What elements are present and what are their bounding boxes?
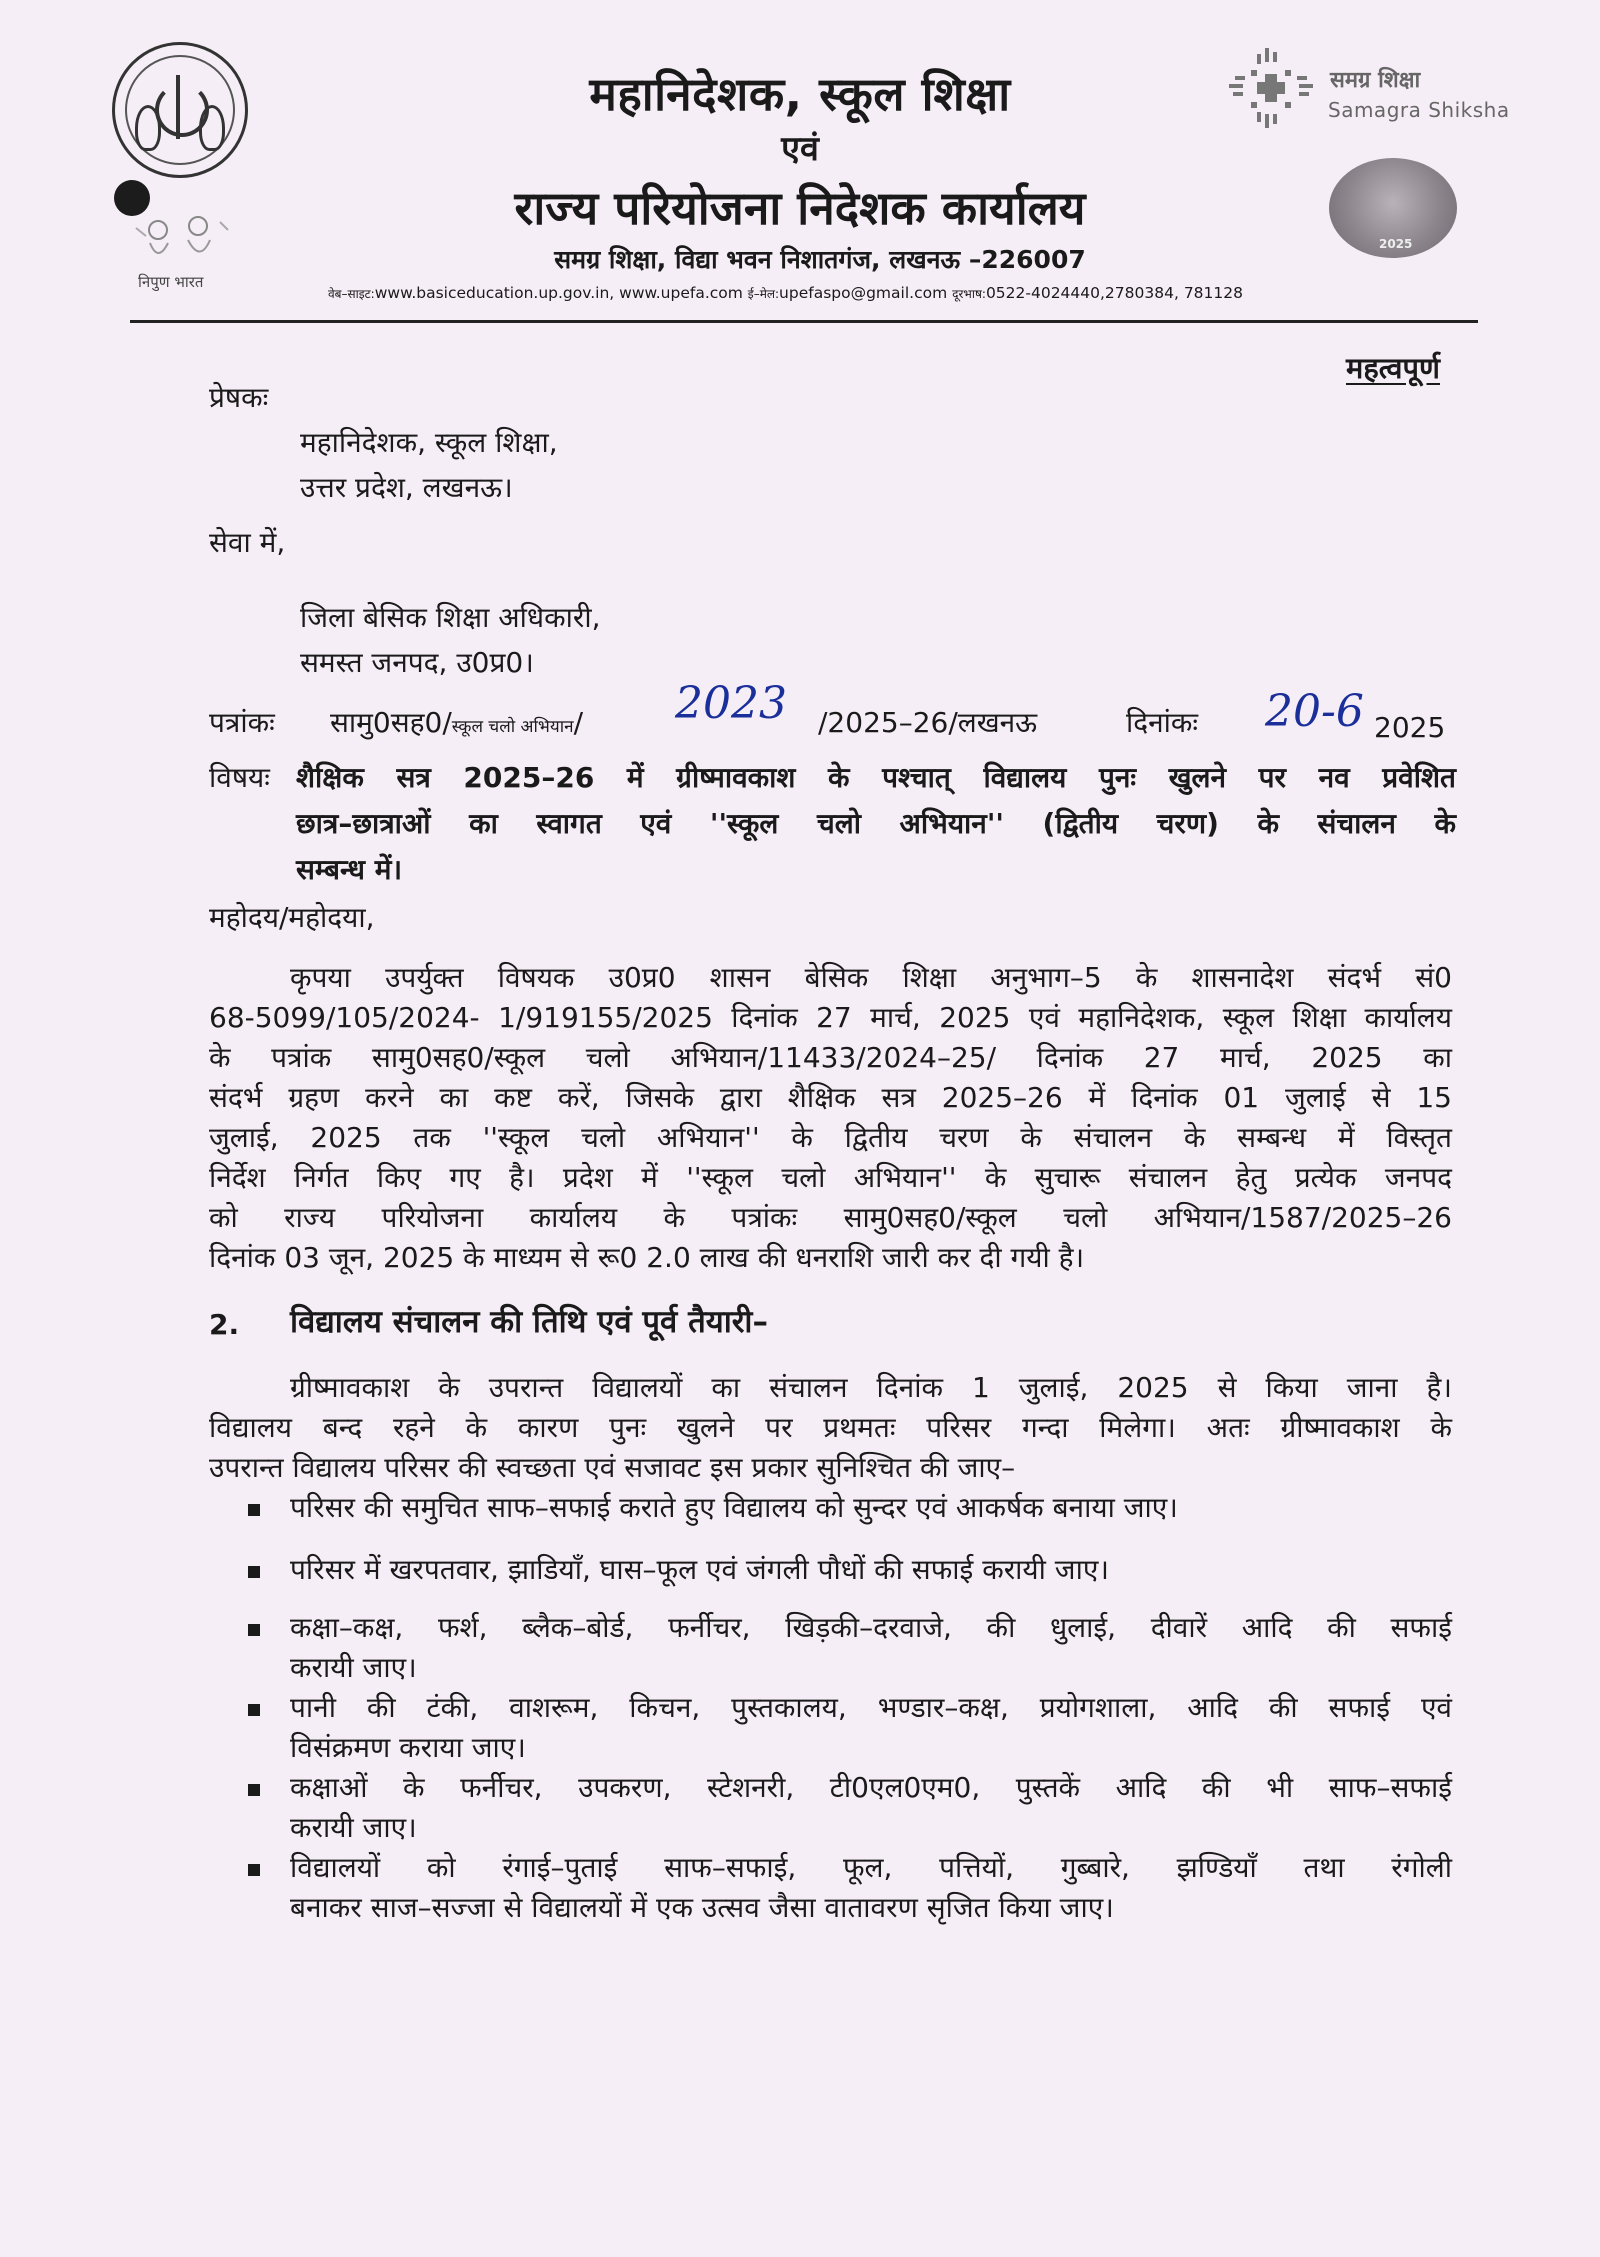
- paragraph1-line: जुलाई, 2025 तक ''स्कूल चलो अभियान'' के द्वितीय चरण के संचालन के सम्बन्ध में विस्तृत: [209, 1121, 1452, 1154]
- sender-label: प्रेषकः: [209, 381, 269, 414]
- bullet-item-continuation: करायी जाए।: [290, 1811, 417, 1844]
- date-label: दिनांकः: [1126, 706, 1199, 739]
- recipient-line1: जिला बेसिक शिक्षा अधिकारी,: [300, 601, 601, 634]
- header-divider: [130, 320, 1478, 323]
- reference-part3: /2025–26/लखनऊ: [818, 706, 1038, 739]
- sender-line1: महानिदेशक, स्कूल शिक्षा,: [300, 426, 558, 459]
- office-title-line1: महानिदेशक, स्कूल शिक्षा: [589, 67, 1011, 121]
- bullet-item-continuation: बनाकर साज–सज्जा से विद्यालयों में एक उत्सव जैसा वातावरण सृजित किया जाए।: [290, 1891, 1114, 1924]
- paragraph1-line: कृपया उपर्युक्त विषयक उ0प्र0 शासन बेसिक शिक्षा अनुभाग–5 के शासनादेश संदर्भ सं0: [290, 961, 1452, 994]
- bullet-marker: [248, 1864, 260, 1876]
- paragraph1-line: निर्देश निर्गत किए गए है। प्रदेश में ''स्कूल चलो अभियान'' के सुचारू संचालन हेतु प्रत्येक जनपद: [209, 1161, 1452, 1194]
- sender-line2: उत्तर प्रदेश, लखनऊ।: [300, 471, 513, 504]
- paragraph1-line: के पत्रांक सामु0सह0/स्कूल चलो अभियान/11433/2024–25/ दिनांक 27 मार्च, 2025 का: [209, 1041, 1452, 1074]
- phone-numbers: 0522-4024440,2780384, 781128: [985, 284, 1243, 302]
- samagra-shiksha-hindi: समग्र शिक्षा: [1330, 68, 1421, 93]
- section2-intro-line: उपरान्त विद्यालय परिसर की स्वच्छता एवं सजावट इस प्रकार सुनिश्चित की जाए–: [209, 1451, 1016, 1484]
- bullet-marker: [248, 1624, 260, 1636]
- bullet-item: परिसर में खरपतवार, झाडियाँ, घास–फूल एवं जंगली पौधों की सफाई करायी जाए।: [290, 1553, 1109, 1586]
- section2-intro-line: विद्यालय बन्द रहने के कारण पुनः खुलने पर प्रथमतः परिसर गन्दा मिलेगा। अतः ग्रीष्मावकाश के: [209, 1411, 1452, 1444]
- bullet-item: परिसर की समुचित साफ–सफाई कराते हुए विद्यालय को सुन्दर एवं आकर्षक बनाया जाए।: [290, 1491, 1178, 1524]
- paragraph1-line: संदर्भ ग्रहण करने का कष्ट करें, जिसके द्वारा शैक्षिक सत्र 2025–26 में दिनांक 01 जुलाई से 15: [209, 1081, 1452, 1114]
- bullet-item-continuation: करायी जाए।: [290, 1651, 417, 1684]
- office-title-line3: राज्य परियोजना निदेशक कार्यालय: [514, 181, 1086, 235]
- office-title-line2: एवं: [781, 129, 819, 169]
- recipient-line2: समस्त जनपद, उ0प्र0।: [300, 646, 534, 679]
- samagra-shiksha-english: Samagra Shiksha: [1328, 98, 1510, 122]
- reference-label: पत्रांकः: [209, 706, 275, 739]
- bullet-marker: [248, 1704, 260, 1716]
- section2-number: 2.: [209, 1308, 240, 1341]
- handwritten-date: 20-6: [1265, 686, 1364, 737]
- recipient-label: सेवा में,: [209, 526, 286, 559]
- website-link[interactable]: www.basiceducation.up.gov.in, www.upefa.com: [374, 284, 743, 302]
- section2-heading: विद्यालय संचालन की तिथि एवं पूर्व तैयारी–: [290, 1304, 768, 1340]
- nipun-bharat-caption: निपुण भारत: [138, 273, 204, 291]
- section2-intro-line: ग्रीष्मावकाश के उपरान्त विद्यालयों का संचालन दिनांक 1 जुलाई, 2025 से किया जाना है।: [290, 1371, 1452, 1404]
- bullet-item: कक्षाओं के फर्नीचर, उपकरण, स्टेशनरी, टी0एल0एम0, पुस्तकें आदि की भी साफ–सफाई: [290, 1771, 1452, 1804]
- subject-line2: छात्र–छात्राओं का स्वागत एवं ''स्कूल चलो अभियान'' (द्वितीय चरण) के संचालन के: [296, 807, 1456, 840]
- seal-year: 2025: [1379, 237, 1413, 251]
- samagra-shiksha-logo: [1225, 44, 1317, 132]
- bullet-marker: [248, 1504, 260, 1516]
- reference-year: 2025: [1374, 711, 1446, 744]
- handwritten-letter-number: 2023: [675, 678, 787, 729]
- bullet-marker: [248, 1566, 260, 1578]
- important-marker: महत्वपूर्ण: [1346, 351, 1440, 385]
- bullet-marker: [248, 1784, 260, 1796]
- paragraph1-line: 68-5099/105/2024- 1/919155/2025 दिनांक 27 मार्च, 2025 एवं महानिदेशक, स्कूल शिक्षा कार्यालय: [209, 1001, 1452, 1034]
- paragraph1-line: को राज्य परियोजना कार्यालय के पत्रांकः सामु0सह0/स्कूल चलो अभियान/1587/2025–26: [209, 1201, 1452, 1234]
- subject-line1: शैक्षिक सत्र 2025–26 में ग्रीष्मावकाश के पश्चात् विद्यालय पुनः खुलने पर नव प्रवेशित: [296, 761, 1456, 794]
- paragraph1-line: दिनांक 03 जून, 2025 के माध्यम से रू0 2.0 लाख की धनराशि जारी कर दी गयी है।: [209, 1241, 1085, 1274]
- reference-part1: सामु0सह0/स्कूल चलो अभियान/: [330, 706, 584, 739]
- salutation: महोदय/महोदया,: [209, 901, 375, 934]
- bullet-item-continuation: विसंक्रमण कराया जाए।: [290, 1731, 526, 1764]
- email-link[interactable]: upefaspo@gmail.com: [779, 284, 948, 302]
- office-address: समग्र शिक्षा, विद्या भवन निशातगंज, लखनऊ –226007: [554, 245, 1086, 274]
- subject-line3: सम्बन्ध में।: [296, 853, 403, 886]
- bullet-item: पानी की टंकी, वाशरूम, किचन, पुस्तकालय, भण्डार–कक्ष, प्रयोगशाला, आदि की सफाई एवं: [290, 1691, 1452, 1724]
- subject-label: विषयः: [209, 761, 270, 794]
- bullet-item: कक्षा–कक्ष, फर्श, ब्लैक–बोर्ड, फर्नीचर, खिड़की–दरवाजे, की धुलाई, दीवारें आदि की सफाई: [290, 1611, 1452, 1644]
- bullet-item: विद्यालयों को रंगाई–पुताई साफ–सफाई, फूल, पत्तियों, गुब्बारे, झण्डियाँ तथा रंगोली: [290, 1851, 1452, 1884]
- contact-line: वेब–साइट:www.basiceducation.up.gov.in, www.upefa.com ई–मेल:upefaspo@gmail.com दूरभाष:0522-4024440,2780384, 781128: [328, 284, 1243, 302]
